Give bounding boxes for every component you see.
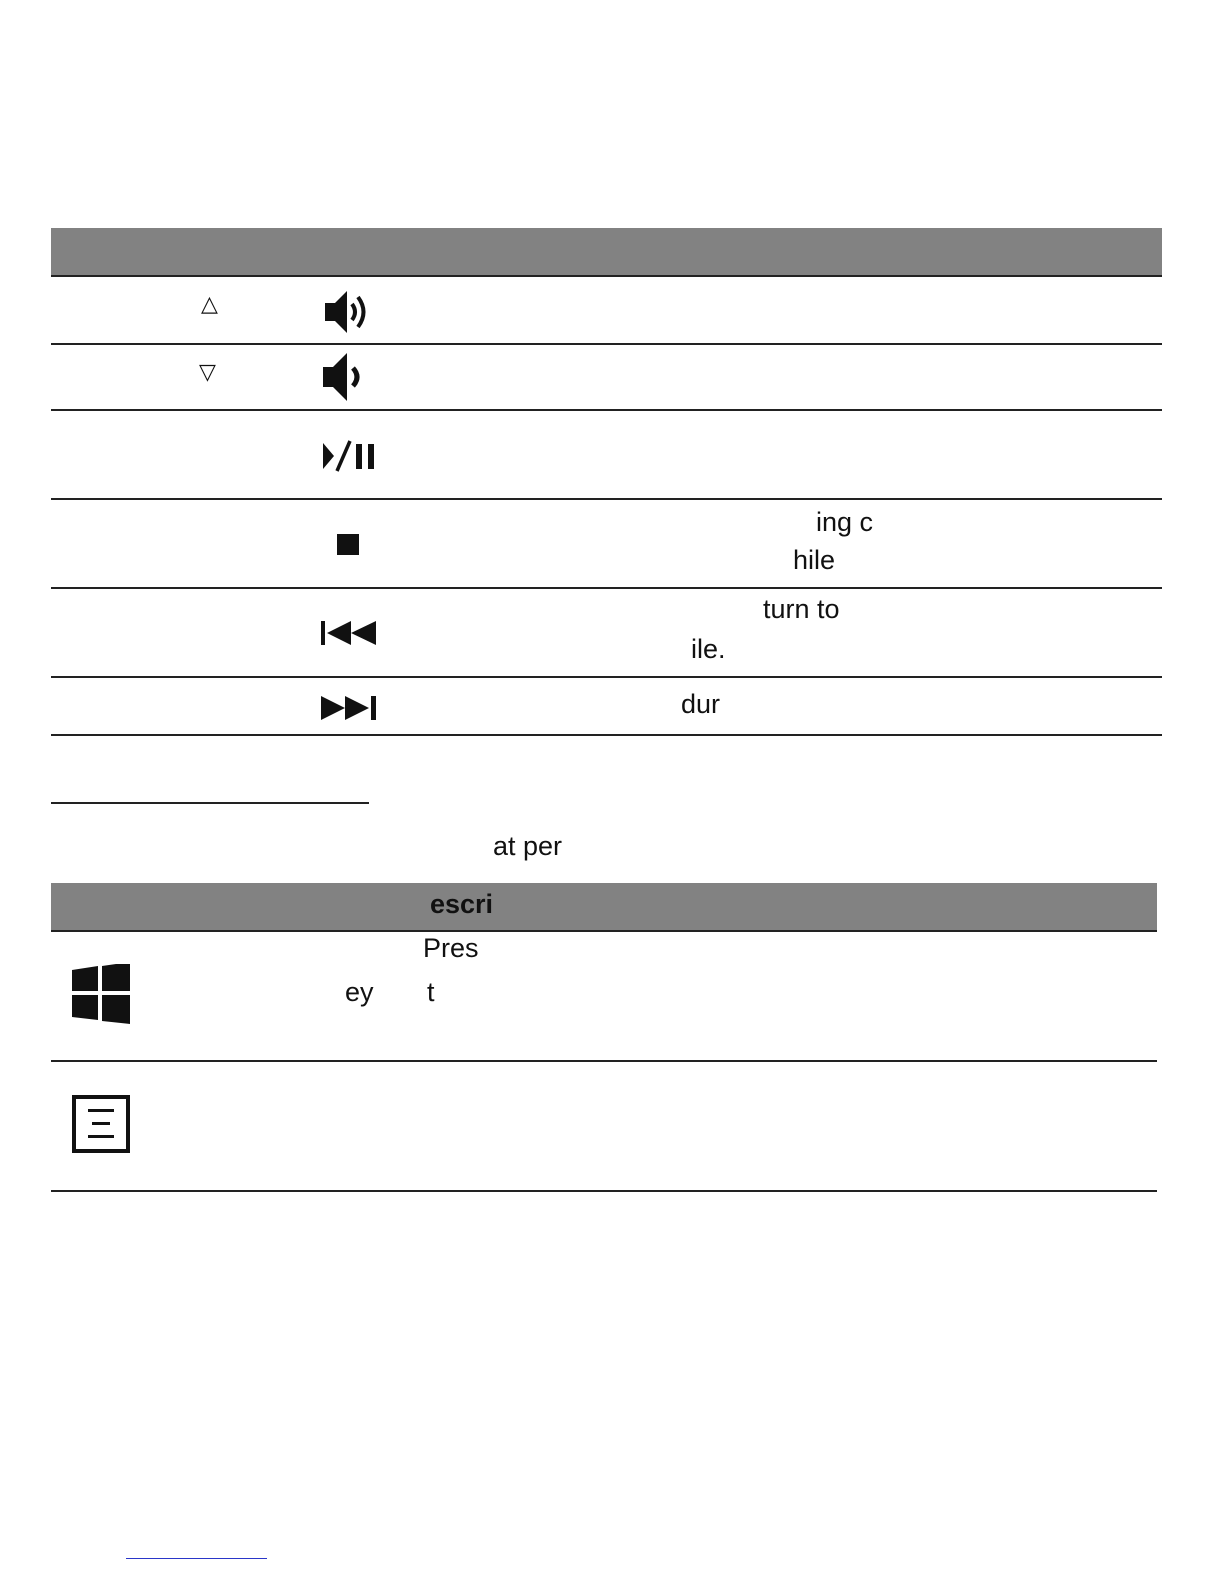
table-row xyxy=(51,277,1162,344)
table1-header-bar xyxy=(51,228,1162,276)
table2-header-fragment: escri xyxy=(430,889,494,919)
volume-up-icon xyxy=(323,289,373,335)
play-pause-icon xyxy=(321,439,379,473)
row-divider xyxy=(51,1190,1157,1192)
footer-link-underline[interactable] xyxy=(126,1558,267,1559)
section-heading-underline xyxy=(51,802,369,804)
volume-down-icon xyxy=(321,351,371,403)
table-row xyxy=(51,500,1162,588)
next-icon xyxy=(321,694,381,722)
table-row xyxy=(51,1062,1157,1190)
table-row xyxy=(51,589,1162,677)
description-fragment: hile xyxy=(793,545,836,575)
description-fragment: dur xyxy=(681,689,721,719)
down-arrow-key-symbol: ▽ xyxy=(199,359,216,384)
description-fragment: ing c xyxy=(816,507,874,537)
table-row xyxy=(51,932,1157,1060)
description-fragment: turn to xyxy=(763,594,840,624)
description-fragment: ey xyxy=(345,977,374,1007)
intro-fragment: at per xyxy=(493,831,563,861)
table2-header-bar xyxy=(51,883,1157,930)
application-key-icon xyxy=(71,1094,133,1156)
description-fragment: ile. xyxy=(691,634,726,664)
description-fragment: t xyxy=(427,977,435,1007)
previous-icon xyxy=(321,619,379,647)
row-divider xyxy=(51,734,1162,736)
stop-icon xyxy=(337,534,361,556)
up-arrow-key-symbol: △ xyxy=(201,291,218,316)
windows-key-icon xyxy=(71,964,131,1024)
table-row xyxy=(51,345,1162,409)
description-fragment: Pres xyxy=(423,933,479,963)
table-row xyxy=(51,678,1162,734)
